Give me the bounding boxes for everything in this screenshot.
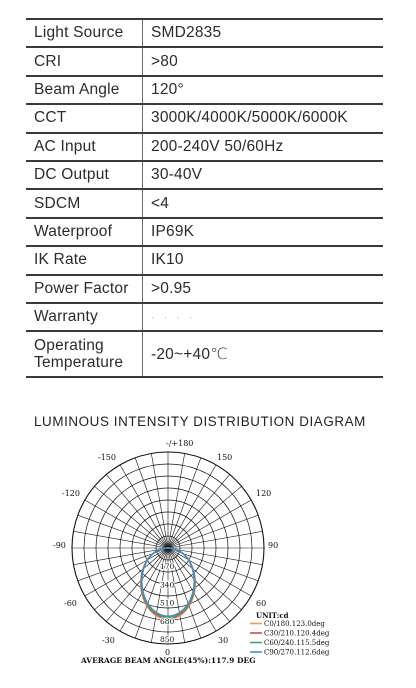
spec-row <box>26 133 383 161</box>
spec-table <box>26 18 383 378</box>
angle-label-left: -90 <box>53 541 66 550</box>
spec-value: >0.95 <box>143 275 384 303</box>
angle-label-upper-left: -150 <box>98 453 116 462</box>
angle-label-bottom-right: 30 <box>218 636 229 645</box>
spec-row <box>26 161 383 189</box>
spec-label: Waterproof <box>26 218 143 246</box>
spec-value: SMD2835 <box>143 19 384 47</box>
spec-value: >80 <box>143 47 384 75</box>
spec-value: 120° <box>143 76 384 104</box>
spec-row <box>26 331 383 377</box>
angle-label-lower-right: 60 <box>256 599 267 608</box>
angle-label-bottom-left: -30 <box>102 636 115 645</box>
spec-row <box>26 218 383 246</box>
spec-label: Light Source <box>26 19 143 47</box>
angle-label-upper-right: 150 <box>217 453 233 462</box>
intensity-label: 340 <box>160 580 175 590</box>
diagram-title: LUMINOUS INTENSITY DISTRIBUTION DIAGRAM <box>34 414 366 429</box>
spec-row <box>26 303 383 331</box>
unit-label: UNIT:cd <box>256 611 289 620</box>
legend-label: C60/240.115.5deg <box>264 639 330 647</box>
spec-value: <4 <box>143 189 384 217</box>
spec-label: DC Output <box>26 161 143 189</box>
spec-row <box>26 275 383 303</box>
angle-label-right: 90 <box>268 541 279 550</box>
spec-label: IK Rate <box>26 246 143 274</box>
angle-label-mid-upper-right: 120 <box>256 489 272 498</box>
spec-value <box>143 303 384 331</box>
legend <box>250 620 330 657</box>
spec-value: IP69K <box>143 218 384 246</box>
spec-label: Beam Angle <box>26 76 143 104</box>
angle-label-bottom: 0 <box>165 648 171 657</box>
spec-label: CRI <box>26 47 143 75</box>
spec-row <box>26 246 383 274</box>
spec-row <box>26 19 383 47</box>
spec-value: 30-40V <box>143 161 384 189</box>
spec-label: Power Factor <box>26 275 143 303</box>
spec-value: -20~+40℃ <box>143 331 384 377</box>
polar-diagram <box>0 432 416 688</box>
average-beam-angle: AVERAGE BEAM ANGLE(45%):117.9 DEG <box>81 656 256 665</box>
legend-label: C0/180.123.0deg <box>264 620 325 628</box>
intensity-label: 850 <box>160 635 175 645</box>
intensity-label: 170 <box>160 562 175 572</box>
spec-value: 200-240V 50/60Hz <box>143 133 384 161</box>
angle-label-lower-left: -60 <box>64 599 77 608</box>
legend-label: C90/270.112.6deg <box>264 648 330 657</box>
spec-label: Warranty <box>26 303 143 331</box>
spec-label: SDCM <box>26 189 143 217</box>
warranty-placeholder: · · · · <box>151 312 196 325</box>
legend-label: C30/210.120.4deg <box>264 629 330 638</box>
intensity-label: 510 <box>160 598 175 608</box>
spec-row <box>26 76 383 104</box>
angle-label-mid-upper-left: -120 <box>62 489 80 498</box>
angle-label-top: -/+180 <box>166 439 194 448</box>
spec-label: AC Input <box>26 133 143 161</box>
spec-row <box>26 47 383 75</box>
spec-label: CCT <box>26 104 143 132</box>
spec-row <box>26 189 383 217</box>
spec-label: Operating Temperature <box>26 331 143 377</box>
spec-row <box>26 104 383 132</box>
intensity-label: 680 <box>160 616 175 626</box>
spec-value: IK10 <box>143 246 384 274</box>
spec-value: 3000K/4000K/5000K/6000K <box>143 104 384 132</box>
